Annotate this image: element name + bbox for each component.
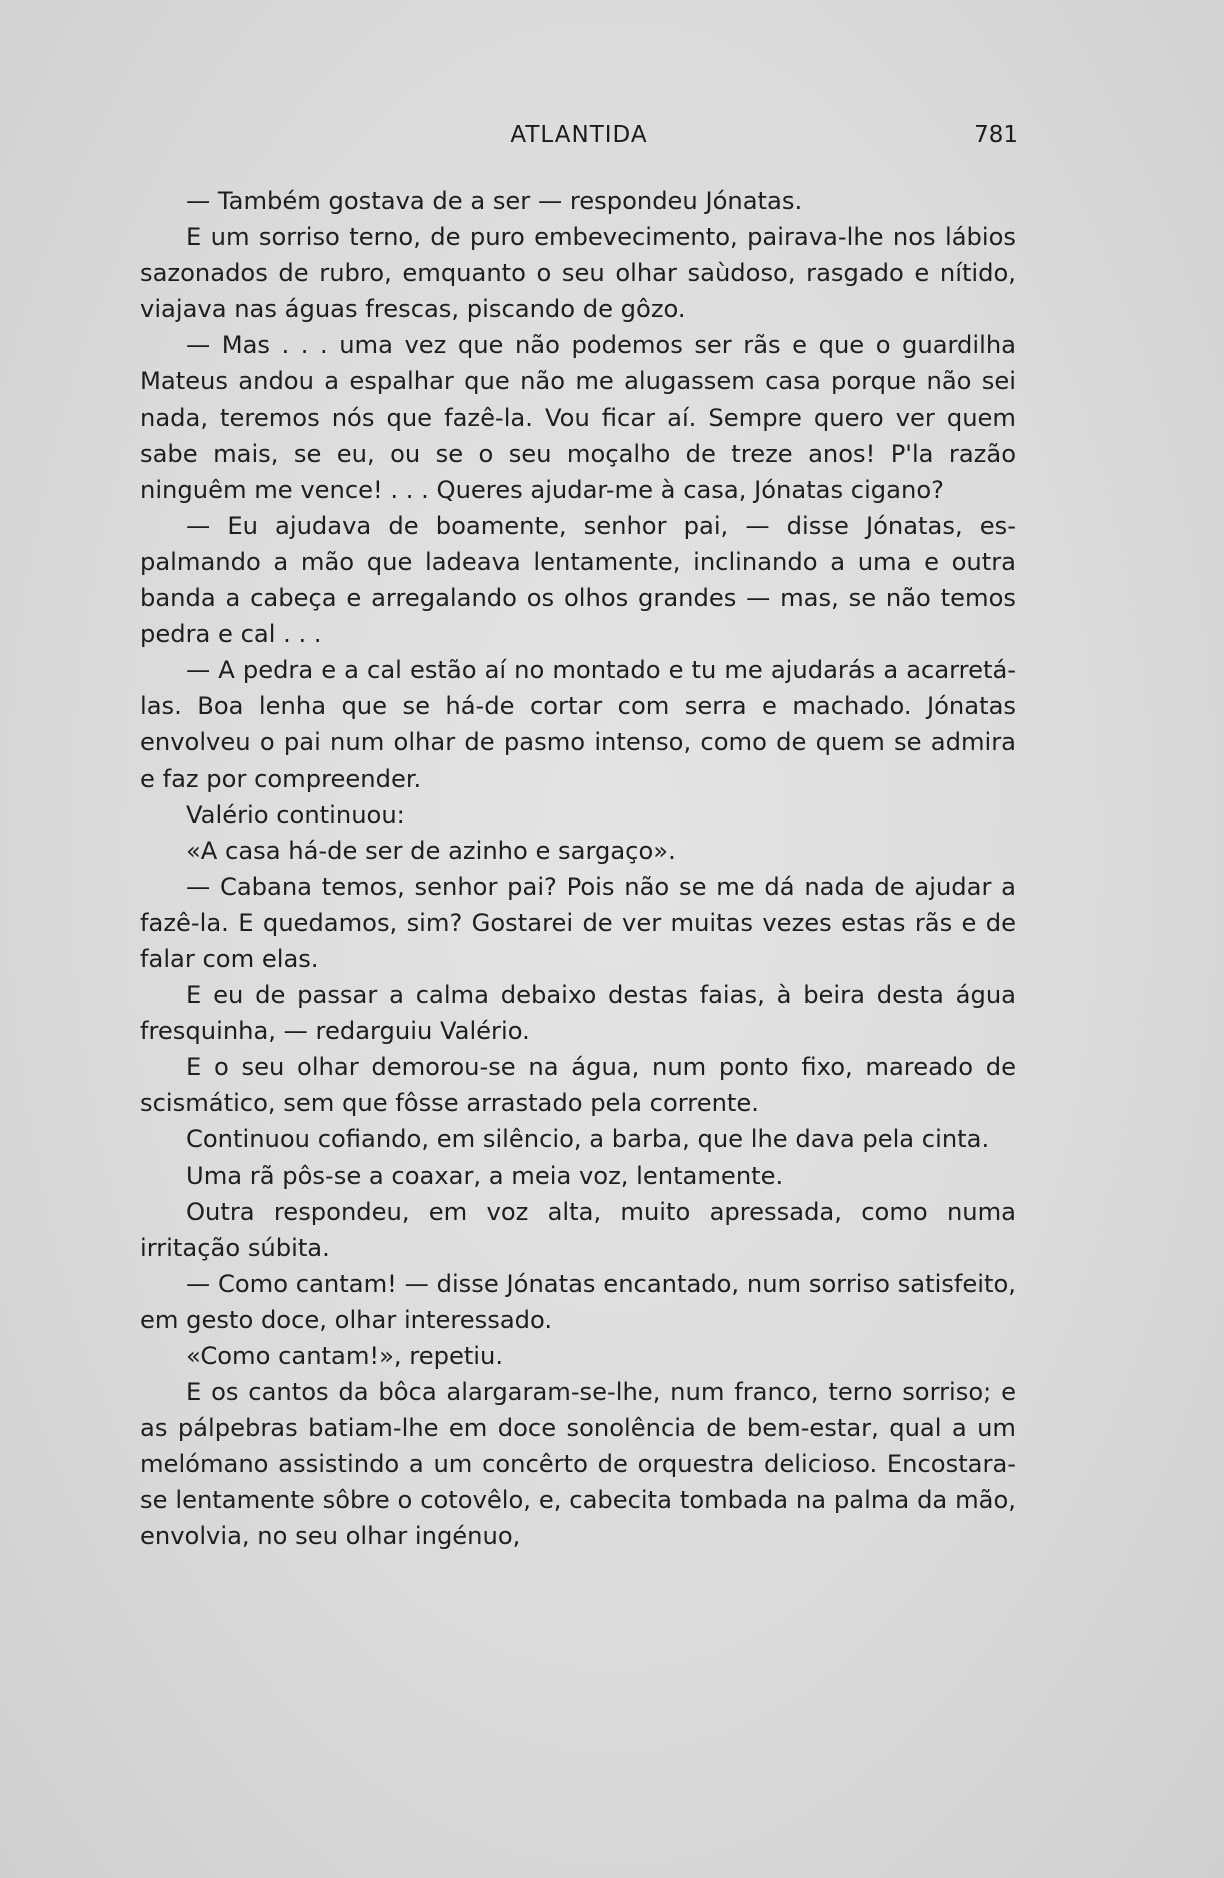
paragraph: Outra respondeu, em voz alta, muito apressada, como numa irritação súbita.: [140, 1197, 1016, 1262]
paragraph: — Como cantam! — disse Jónatas encantado, num sorriso satisfeito, em gesto doce, olhar interessado.: [140, 1269, 1016, 1334]
paragraph: Uma rã pôs-se a coaxar, a meia voz, lentamente.: [186, 1161, 784, 1190]
page-header: [140, 122, 1018, 162]
paragraph: «Como cantam!», repetiu.: [186, 1342, 504, 1370]
paragraph: Continuou cofiando, em silêncio, a barba, que lhe dava pela cinta.: [186, 1125, 990, 1154]
paragraph: — Mas . . . uma vez que não podemos ser rãs e que o guardilha Mateus andou a espalhar que não me alugassem casa porque não sei nada, teremos nós que fazê-la. Vou ficar aí. Sempre quero ver quem sabe mais, se eu, ou se o seu moçalho de treze anos! P'la razão ninguêm me vence! . . . Queres ajudar-me à casa, Jónatas cigano?: [140, 331, 1016, 504]
paragraph: E eu de passar a calma debaixo destas faias, à beira desta água fresquinha, — redarguiu Valério.: [140, 981, 1016, 1046]
paragraph: «A casa há-de ser de azinho e sargaço».: [186, 836, 676, 865]
running-title: ATLANTIDA: [510, 122, 648, 148]
paragraph: — Eu ajudava de boamente, senhor pai, — disse Jónatas, espalmando a mão que ladeava lentamente, inclinando a uma e outra banda a cabeça e arregalando os olhos grandes — mas, se não temos pedra e cal . . .: [140, 511, 1016, 649]
page-number: 781: [974, 122, 1018, 148]
paragraph: E os cantos da bôca alargaram-se-lhe, num franco, terno sorriso; e as pálpebras batiam-lhe em doce sonolência de bem-estar, qual a um melómano assistindo a um concêrto de orquestra delicioso. Encostara-se lentamente sôbre o cotovêlo, e, cabecita tombada na palma da mão, envolvia, no seu olhar ingénuo,: [140, 1378, 1016, 1551]
paragraph: — A pedra e a cal estão aí no montado e tu me ajudarás a acarretá-las. Boa lenha que se há-de cortar com serra e machado. Jónatas envolveu o pai num olhar de pasmo intenso, como de quem se admira e faz por compreender.: [140, 656, 1016, 793]
paragraph: E um sorriso terno, de puro embevecimento, pairava-lhe nos lábios sazonados de rubro, emquanto o seu olhar saùdoso, rasgado e nítido, viajava nas águas frescas, piscando de gôzo.: [140, 223, 1016, 324]
body-text: [140, 183, 1016, 1555]
paragraph: — Também gostava de a ser — respondeu Jónatas.: [186, 187, 803, 215]
paragraph: — Cabana temos, senhor pai? Pois não se me dá nada de ajudar a fazê-la. E quedamos, sim? Gostarei de ver muitas vezes estas rãs e de falar com elas.: [140, 872, 1016, 973]
paragraph: Valério continuou:: [186, 800, 405, 829]
paragraph: E o seu olhar demorou-se na água, num ponto fixo, mareado de scismático, sem que fôsse arrastado pela corrente.: [140, 1053, 1016, 1118]
